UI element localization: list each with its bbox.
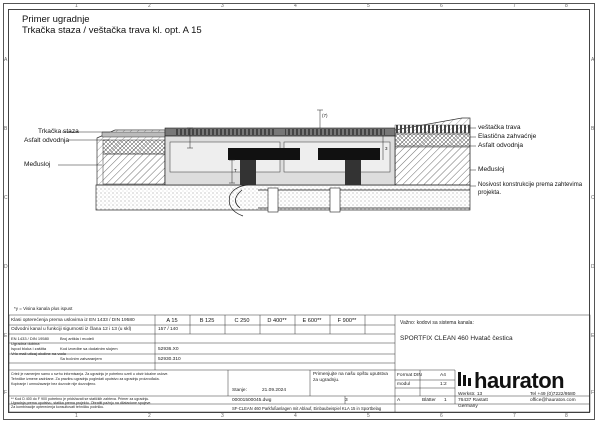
- tb-note-center: Primenjujte na našu opštu uputstva za ugradnju.: [313, 372, 388, 383]
- row-marker-c: C: [4, 195, 8, 201]
- label-interlayer-right: Međusloj: [478, 166, 505, 173]
- tb-format-label: Format DIN: [397, 373, 422, 378]
- label-base-line-2: projekta.: [478, 190, 502, 196]
- row-marker-right-c: C: [591, 195, 595, 201]
- tb-modul-label: modul: [397, 382, 411, 387]
- tb-address-3: Germany: [458, 404, 478, 409]
- load-class-b125: B 125: [199, 318, 215, 324]
- label-interlayer-left: Međusloj: [24, 161, 51, 168]
- tb-sheet-no: 3: [345, 398, 348, 403]
- label-track: Trkačka staza: [38, 128, 79, 135]
- tb-disclaimer-2: Tehničke izmene zadržane. Za pravilnu ugradnju pogledati uputstvo za ugradnju proizvođača.: [11, 377, 160, 381]
- tb-legal-3: Za kombinacije opterećenja konsultovati tehničku podršku.: [11, 405, 105, 409]
- right-turf-layers: [395, 118, 470, 185]
- label-asphalt-left: Asfalt odvodnja: [24, 137, 70, 144]
- tb-row5-mid: Sa bočnim zatvaranjem: [60, 356, 102, 361]
- row-marker-f: F: [4, 390, 8, 396]
- load-class-f900: F 900**: [337, 318, 357, 324]
- col-marker-bottom-6: 6: [440, 413, 443, 419]
- tb-row4-value: 52936.X0: [158, 347, 179, 352]
- tb-disclaimer-1: Crtež je namenjen samo u svrhu informisanja. Za ugradnju je potrebno uzeti u obzir lokalne uslove.: [11, 372, 169, 376]
- dim-label-3: T: [234, 168, 237, 173]
- tb-page-ref: A: [397, 398, 401, 403]
- col-marker-bottom-8: 8: [565, 413, 568, 419]
- tb-address-1: Werkstr. 13: [458, 392, 483, 397]
- tb-row5-value: 52930.310: [158, 357, 181, 362]
- load-class-e600: E 600**: [302, 318, 322, 324]
- label-turf: veštačka trava: [478, 124, 521, 131]
- tb-contact-2: office@hauraton.com: [530, 398, 576, 403]
- hauraton-logo-mark: [458, 372, 471, 386]
- row-marker-right-e: E: [591, 333, 595, 339]
- tb-row1-left: Klasi opterećenja prema uslovima iz EN 1433 / DIN 19580: [11, 318, 135, 323]
- col-marker-bottom-4: 4: [294, 413, 297, 419]
- row-marker-d: D: [4, 264, 8, 270]
- tb-row2-value: 157 / 140: [158, 327, 179, 332]
- footnote: *y = Visina kanala plus ispust: [14, 306, 73, 311]
- load-class-a15: A 15: [166, 318, 178, 324]
- tb-row3-left-c: Ugradna dubina: [11, 341, 40, 346]
- load-class-c250: C 250: [234, 318, 250, 324]
- title-line-1: Primer ugradnje: [22, 14, 90, 25]
- tb-contact-1: Tel +49 (0)7222/9580: [530, 392, 576, 397]
- col-marker-bottom-1: 1: [75, 413, 78, 419]
- row-marker-a: A: [4, 57, 8, 63]
- col-marker-6: 6: [440, 3, 443, 9]
- row-marker-b: B: [4, 126, 8, 132]
- dim-label-2: 3: [385, 146, 388, 151]
- row-marker-right-d: D: [591, 264, 595, 270]
- tb-legal-1: ** Kod D 400 do F 900 potrebno je pridržavati se statičkih zahteva. Primer za ugradnju.: [11, 397, 150, 401]
- col-marker-1: 1: [75, 3, 78, 9]
- tb-right-header: Važno: kodovi sa sistema kanala:: [400, 320, 474, 326]
- channel-body: [165, 128, 395, 185]
- tb-row2-left: Odvodni kanal u funkciji sigurnosti iz člana 12 i 13 (u skl): [11, 327, 132, 332]
- label-elastic: Elastična zahvaćnje: [478, 133, 537, 140]
- row-marker-right-a: A: [591, 57, 595, 63]
- col-marker-bottom-7: 7: [513, 413, 516, 419]
- col-marker-bottom-3: 3: [221, 413, 224, 419]
- tb-row4-left-a: Ispod bloka i zaštita: [11, 346, 47, 351]
- tb-right-product: SPORTFIX CLEAN 460 Hvatač čestica: [400, 335, 513, 342]
- col-marker-8: 8: [565, 3, 568, 9]
- col-marker-3: 3: [221, 3, 224, 9]
- row-marker-e: E: [4, 333, 8, 339]
- tb-stanje-value: 21.09.2024: [262, 388, 287, 393]
- tb-modul-value: 1:2: [440, 382, 447, 387]
- hauraton-logo: hauraton: [474, 368, 565, 393]
- dim-label-1: (7): [322, 113, 328, 118]
- col-marker-4: 4: [294, 3, 297, 9]
- tb-row3-left-b: Broj artikla i modeli: [60, 336, 94, 341]
- tb-stanje-label: Stanje:: [232, 388, 247, 393]
- left-track-layers: [97, 130, 165, 185]
- row-marker-right-f: F: [591, 390, 595, 396]
- row-marker-right-b: B: [591, 126, 595, 132]
- base-layer: [96, 185, 470, 210]
- tb-format-value: A4: [440, 373, 446, 378]
- load-class-d400: D 400**: [267, 318, 287, 324]
- tb-row3-left-a: EN 1433 / DIN 19580: [11, 336, 50, 341]
- tb-row4-left-b: Vrlo mali uticaj okoline na vodu: [11, 351, 66, 356]
- tb-row4-mid: Kod izvedbe sa dodatnim slojem: [60, 346, 118, 351]
- label-base-line-1: Nosivost konstrukcije prema zahtevima: [478, 182, 583, 188]
- tb-file: 00001500045.dwg: [232, 398, 272, 403]
- title-line-2: Trkačka staza / veštačka trava kl. opt. A 15: [22, 25, 202, 36]
- col-marker-5: 5: [367, 3, 370, 9]
- col-marker-7: 7: [513, 3, 516, 9]
- col-marker-bottom-5: 5: [367, 413, 370, 419]
- col-marker-bottom-2: 2: [148, 413, 151, 419]
- tb-description: SF-CLEAN 460 Parkfußanlagen mit Ablauf, Einbaubeispiel KLA 15 in Sportbelag: [232, 406, 382, 411]
- tb-blatt-value: 1: [444, 398, 447, 403]
- label-asphalt-right: Asfalt odvodnja: [478, 142, 524, 149]
- tb-disclaimer-3: Kopiranje i umnožavanje bez dozvole nije dozvoljeno.: [11, 382, 97, 386]
- tb-legal-2: Ugradnja prema uputstvu, statika prema projektu. Obratiti pažnju na dilatacione spojeve.: [11, 401, 152, 405]
- tb-address-2: 76437 Rastatt: [458, 398, 488, 403]
- col-marker-2: 2: [148, 3, 151, 9]
- tb-blatt-label: Blätter: [422, 398, 436, 403]
